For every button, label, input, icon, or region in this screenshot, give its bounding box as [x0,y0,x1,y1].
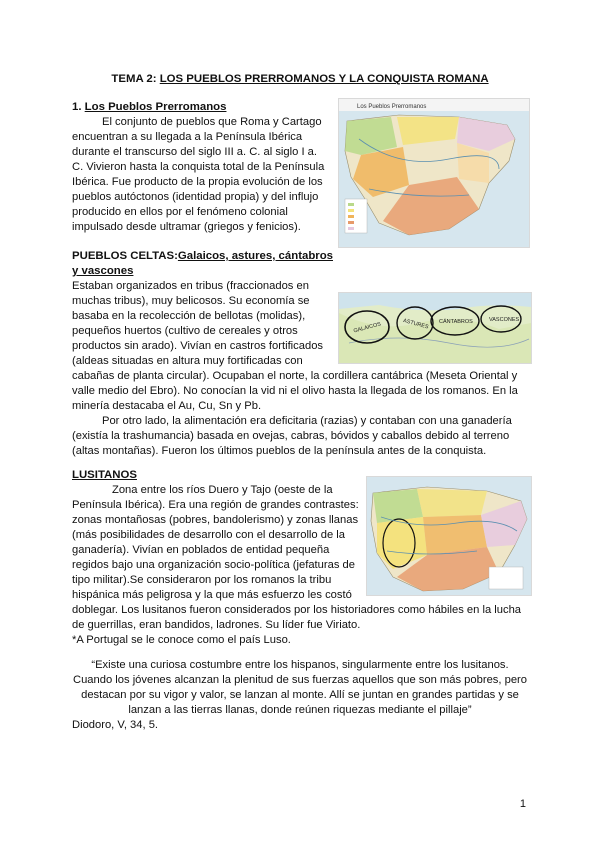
celtas-heading-peoples: Galaicos, astures, cántabros [177,250,333,262]
text-line: encuentran a su llegada a la Península Ibérica [72,131,303,143]
text-line: hispánica más peligrosa y la que más esfuerzo les costó [72,589,352,601]
text-line: durante el transcurso del siglo III a. C. al siglo I a. [72,146,318,158]
text-line: basaba en la recolección de bellotas (molidas), [72,310,306,322]
celtas-heading-continued: y vascones [72,265,134,277]
text-line: producido en ellos por el fenómeno colonial [72,206,288,218]
text-line: impulsado desde ultramar (griegos y fenicios). [72,221,301,233]
map-label: GALAICOS [352,321,382,335]
map-label: VASCONES [489,317,520,323]
text-line: regidos bajo una organización socio-política (jefaturas de [72,559,355,571]
text-line: Zona entre los ríos Duero y Tajo (oeste de la [112,484,333,496]
document-title [0,72,600,87]
text-line: (existía la trashumancia) basada en ovejas, cabras, bóvidos y caballos debido al terreno [72,430,510,442]
prerroman-peoples-map [338,98,530,248]
text-line: ganadería). Vivían en poblados de entidad pequeña [72,544,330,556]
lusitania-map [366,476,532,596]
quote-line: lanzan a las tierras llanas, donde reúnen riquezas mediante el pillaje” [128,704,472,716]
text-line: (más posibilidades de desarrollo con el desarrollo de la [72,529,346,541]
lusitanos-heading: LUSITANOS [72,469,137,481]
section1-heading [72,100,226,115]
celtas-heading-plain: PUEBLOS CELTAS: [72,250,178,262]
quote-line: destacan por su vigor y valor, se lanzan al monte. Allí se juntan en grandes partidas y se [81,689,519,701]
map-title-text: Los Pueblos Prerromanos [357,104,427,110]
text-line: Estaban organizados en tribus (fraccionados en [72,280,309,292]
prerroman-map-graphic [339,99,529,247]
text-line: zonas montañosas (pobres, bandolerismo) y zonas llanas [72,514,359,526]
text-line: muchas tribus), muy belicosos. Su economía se [72,295,310,307]
celtic-map-graphic [339,293,531,363]
text-line: cabañas de planta circular). Ocupaban el norte, la cordillera cantábrica (Meseta Oriental y [72,370,518,382]
quote-source: Diodoro, V, 34, 5. [72,719,159,731]
text-line: C. Vivieron hasta la conquista total de la Península [72,161,325,173]
section1-heading-text: Los Pueblos Prerromanos [84,101,227,113]
map-label: CÁNTABROS [439,319,473,325]
quote-line: Cuando los jóvenes alcanzan la plenitud de sus fuerzas aquellos que son más pobres, pero [72,674,527,686]
map-label: ASTURES [402,317,430,331]
text-line: *A Portugal se le conoce como el país Luso. [72,634,291,646]
section1-number: 1. [72,101,85,113]
text-line: Por otro lado, la alimentación era deficitaria (razias) y contaban con una ganadería [102,415,512,427]
text-line: minería destacaba el Au, Cu, Sn y Pb. [72,400,262,412]
title-prefix: TEMA 2: [111,73,160,85]
celtas-heading [72,249,333,264]
quote-line: “Existe una curiosa costumbre entre los hispanos, singularmente entre los lusitanos. [91,659,509,671]
text-line: Península Ibérica). Era una región de grandes contrastes: [72,499,359,511]
text-line: pequeños huertos (cultivo de cereales y otros [72,325,298,337]
text-line: productos sin arado). Vivían en castros fortificados [72,340,324,352]
text-line: tipo militar).Se consideraron por los romanos la tribu [72,574,332,586]
text-line: doblegar. Los lusitanos fueron considerados por los historiadores como hábiles en la lucha [72,604,522,616]
text-line: (aldeas situadas en altura muy fortificadas con [72,355,303,367]
title-main: LOS PUEBLOS PRERROMANOS Y LA CONQUISTA ROMANA [159,73,489,85]
text-line: pueblos autóctonos (identidad propia) y del influjo [72,191,319,203]
text-line: (altas montañas). Fueron los últimos pueblos de la península antes de la conquista. [72,445,487,457]
page-number: 1 [519,798,526,810]
celtic-peoples-map [338,292,532,364]
text-line: El conjunto de pueblos que Roma y Cartago [102,116,322,128]
text-line: valle medio del Ebro). No conocían la vid ni el olivo hasta la llegada de los romanos. En la [72,385,518,397]
lusitania-map-graphic [367,477,531,595]
text-line: de guerrillas, eran bandidos, ladrones. Su líder fue Viriato. [72,619,361,631]
text-line: Ibérica. Fue producto de la propia evolución de los [72,176,323,188]
